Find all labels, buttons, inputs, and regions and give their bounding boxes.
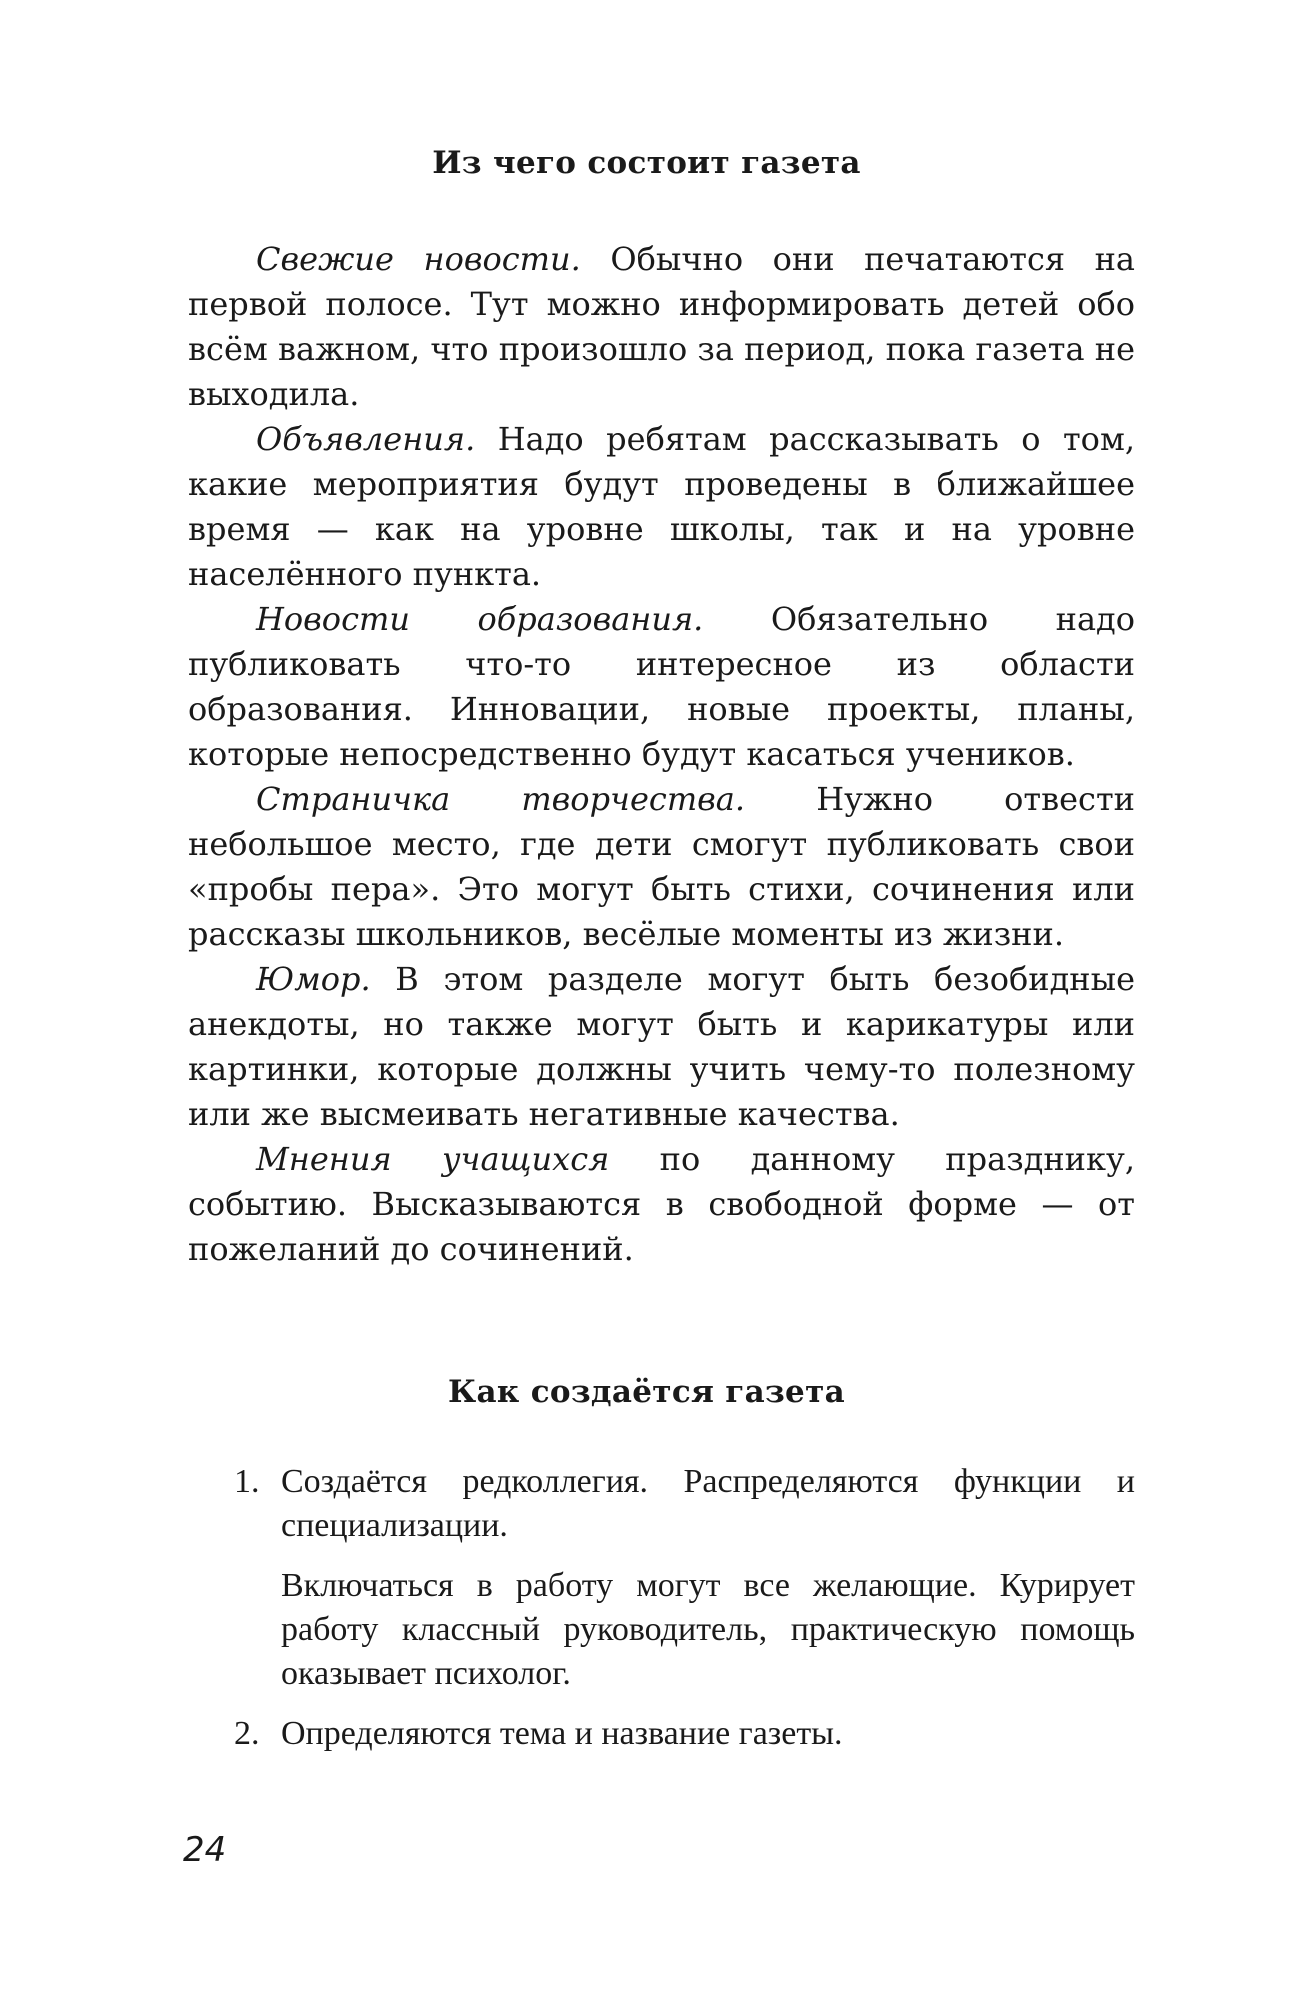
paragraph-creativity-page [188, 777, 1135, 957]
paragraph-lead: Мнения учащихся [256, 1140, 610, 1178]
page-number: 24 [183, 1830, 227, 1870]
list-item-number: 2. [234, 1715, 260, 1752]
numbered-list [188, 1460, 1135, 1772]
paragraph-humor [188, 957, 1135, 1137]
paragraph-education-news [188, 597, 1135, 777]
paragraph-lead: Объявления. [256, 420, 476, 458]
paragraph-text: Надо ребятам рассказывать о том, какие мероприятия будут проведены в ближайшее время — как на уровне школы, так и на уровне населённого пункта. [188, 420, 1135, 593]
paragraph-lead: Свежие новости. [256, 240, 581, 278]
section-heading-newspaper-creation: Как создаётся газета [448, 1374, 845, 1410]
list-item-subtext: Включаться в работу могут все желающие. Курирует работу классный руководитель, практическую помощь оказывает психолог. [281, 1567, 1135, 1692]
paragraph-text: Обязательно надо публиковать что-то интересное из области образования. Инновации, новые проекты, планы, которые непосредственно будут касаться учеников. [188, 600, 1136, 773]
paragraph-text: В этом разделе могут быть безобидные анекдоты, но также могут быть и карикатуры или картинки, которые должны учить чему-то полезному или же высмеивать негативные качества. [188, 960, 1135, 1133]
list-item-text: Определяются тема и название газеты. [281, 1715, 843, 1752]
paragraph-text: по данному празднику, событию. Высказываются в свободной форме — от пожеланий до сочинений. [188, 1140, 1136, 1268]
paragraph-student-opinions [188, 1137, 1135, 1272]
paragraph-text: Обычно они печатаются на первой полосе. Тут можно информировать детей обо всём важном, что произошло за период, пока газета не выходила. [188, 240, 1136, 413]
paragraph-announcements [188, 417, 1135, 597]
list-item [188, 1712, 1135, 1756]
paragraph-lead: Новости образования. [256, 600, 704, 638]
list-item-text: Создаётся редколлегия. Распределяются функции и специализации. [281, 1463, 1135, 1544]
list-item [188, 1460, 1135, 1696]
section-heading-newspaper-parts: Из чего состоит газета [432, 145, 861, 181]
paragraph-fresh-news [188, 237, 1135, 417]
section-body-newspaper-parts [188, 237, 1135, 1272]
list-item-number: 1. [234, 1463, 260, 1500]
paragraph-lead: Юмор. [256, 960, 371, 998]
paragraph-text: Нужно отвести небольшое место, где дети смогут публиковать свои «пробы пера». Это могут быть стихи, сочинения или рассказы школьников, весёлые моменты из жизни. [188, 780, 1136, 953]
paragraph-lead: Страничка творчества. [256, 780, 746, 818]
